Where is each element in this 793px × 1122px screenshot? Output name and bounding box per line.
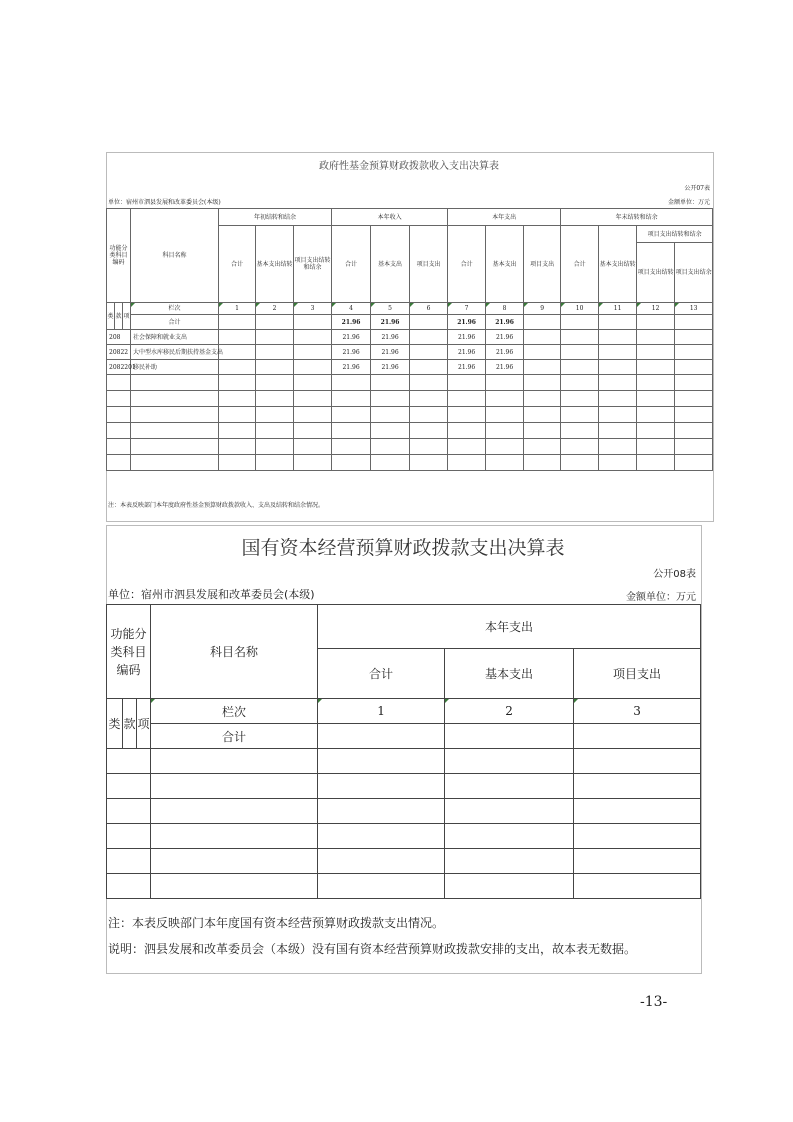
t1-h-group1: 年初结转和结余: [219, 209, 332, 226]
t1-total-value: 21.96: [448, 315, 486, 330]
t2-xiang-label: 项: [137, 699, 151, 749]
t2-h-project: 项目支出: [574, 649, 701, 699]
t1-row-value: 21.96: [448, 330, 486, 345]
t2-h-code: 功能分类科目编码: [107, 605, 151, 699]
table-row: [107, 407, 713, 423]
table-row: [107, 774, 701, 799]
t1-row-value: 21.96: [486, 345, 524, 360]
t1-col-num: 10: [561, 303, 599, 315]
t1-h-sub: 基本支出结转: [599, 226, 637, 303]
t1-row-value: 21.96: [371, 330, 410, 345]
table-row: [107, 824, 701, 849]
t1-col-num: 9: [524, 303, 561, 315]
t1-total-value: 21.96: [332, 315, 371, 330]
table-row: [107, 849, 701, 874]
table-row: [107, 345, 713, 360]
table-row: [107, 874, 701, 899]
table1-form-code: 公开07表: [684, 185, 710, 192]
t1-h-sub: 合计: [219, 226, 256, 303]
t1-h-sub: 项目支出结转和结余: [294, 226, 332, 303]
table2-note: 注：本表反映部门本年度国有资本经营预算财政拨款支出情况。: [108, 916, 445, 930]
t1-col-num: 7: [448, 303, 486, 315]
t1-h-sub: 基本支出: [486, 226, 524, 303]
t1-h-group3: 本年支出: [448, 209, 561, 226]
t1-kuan-label: 款: [115, 303, 123, 330]
t1-row-value: 21.96: [371, 360, 410, 375]
t1-class-label: 类: [107, 303, 115, 330]
t1-h-sub: 项目支出: [410, 226, 448, 303]
t1-row-value: 21.96: [486, 330, 524, 345]
t1-col-num: 13: [675, 303, 713, 315]
t2-h-basic: 基本支出: [445, 649, 574, 699]
t1-total-value: 21.96: [371, 315, 410, 330]
table2-form-code: 公开08表: [653, 569, 696, 580]
t1-row-value: 21.96: [371, 345, 410, 360]
table-row: [107, 439, 713, 455]
table-row: [107, 799, 701, 824]
table1-note: 注：本表反映部门本年度政府性基金预算财政拨款收入、支出及结转和结余情况。: [108, 502, 325, 509]
table1-unit: 单位：宿州市泗县发展和改革委员会(本级): [108, 199, 221, 206]
t1-row-code: 20822: [107, 345, 131, 360]
t2-col-num: 1: [318, 699, 445, 724]
t1-h-g4-proj: 项目支出结转和结余: [637, 226, 713, 243]
t2-col-num: 3: [574, 699, 701, 724]
t1-xiang-label: 项: [123, 303, 131, 330]
t1-h-g4-proj-b: 项目支出结余: [675, 243, 713, 303]
t1-col-num: 3: [294, 303, 332, 315]
table-row: [107, 749, 701, 774]
t1-col-num: 6: [410, 303, 448, 315]
t1-h-g4-proj-a: 项目支出结转: [637, 243, 675, 303]
t1-row-value: 21.96: [448, 360, 486, 375]
table2-unit: 单位：宿州市泗县发展和改革委员会(本级): [108, 588, 315, 601]
t1-row-name: 社会保障和就业支出: [131, 330, 219, 345]
table-row: [107, 360, 713, 375]
table2: [106, 604, 701, 899]
table-row: [107, 391, 713, 407]
table2-explain: 说明：泗县发展和改革委员会（本级）没有国有资本经营预算财政拨款安排的支出，故本表无数据。: [108, 942, 637, 956]
table-row: [107, 375, 713, 391]
t1-row-code: 2082201: [107, 360, 131, 375]
table1-title: 政府性基金预算财政拨款收入支出决算表: [319, 161, 499, 172]
table1-money-unit: 金额单位：万元: [667, 199, 710, 206]
t1-row-value: 21.96: [332, 330, 371, 345]
t1-total-label: 合计: [131, 315, 219, 330]
t1-row-code: 208: [107, 330, 131, 345]
t1-row-name: 大中型水库移民后期扶持基金支出: [131, 345, 219, 360]
t1-col-num: 11: [599, 303, 637, 315]
t1-h-sub: 合计: [561, 226, 599, 303]
t1-col-label: 栏次: [131, 303, 219, 315]
t2-kuan-label: 款: [123, 699, 137, 749]
t1-h-sub: 合计: [448, 226, 486, 303]
t1-h-code: 功能分类科目编码: [107, 209, 131, 303]
t1-row-value: 21.96: [332, 360, 371, 375]
t2-h-total: 合计: [318, 649, 445, 699]
t1-row-name: 移民补助: [131, 360, 219, 375]
t2-class-label: 类: [107, 699, 123, 749]
table1: [106, 208, 713, 471]
t2-total-label: 合计: [151, 724, 318, 749]
t1-h-sub: 合计: [332, 226, 371, 303]
t1-total-value: 21.96: [486, 315, 524, 330]
t1-row-value: 21.96: [448, 345, 486, 360]
table2-title: 国有资本经营预算财政拨款支出决算表: [241, 537, 565, 559]
t1-h-sub: 基本支出: [371, 226, 410, 303]
table-row: [107, 455, 713, 471]
t1-col-num: 8: [486, 303, 524, 315]
t2-h-group: 本年支出: [318, 605, 701, 649]
t1-col-num: 2: [256, 303, 294, 315]
table-row: [107, 330, 713, 345]
t1-h-group4: 年末结转和结余: [561, 209, 713, 226]
t1-col-num: 1: [219, 303, 256, 315]
t2-h-name: 科目名称: [151, 605, 318, 699]
page-number: -13-: [640, 994, 668, 1010]
t1-col-num: 12: [637, 303, 675, 315]
t2-col-label: 栏次: [151, 699, 318, 724]
table-row: [107, 423, 713, 439]
t1-row-value: 21.96: [486, 360, 524, 375]
t2-col-num: 2: [445, 699, 574, 724]
t1-col-num: 5: [371, 303, 410, 315]
t1-row-value: 21.96: [332, 345, 371, 360]
t1-h-group2: 本年收入: [332, 209, 448, 226]
t1-h-sub: 基本支出结转: [256, 226, 294, 303]
t1-h-sub: 项目支出: [524, 226, 561, 303]
t1-h-name: 科目名称: [131, 209, 219, 303]
table2-money-unit: 金额单位：万元: [626, 592, 696, 603]
t1-col-num: 4: [332, 303, 371, 315]
